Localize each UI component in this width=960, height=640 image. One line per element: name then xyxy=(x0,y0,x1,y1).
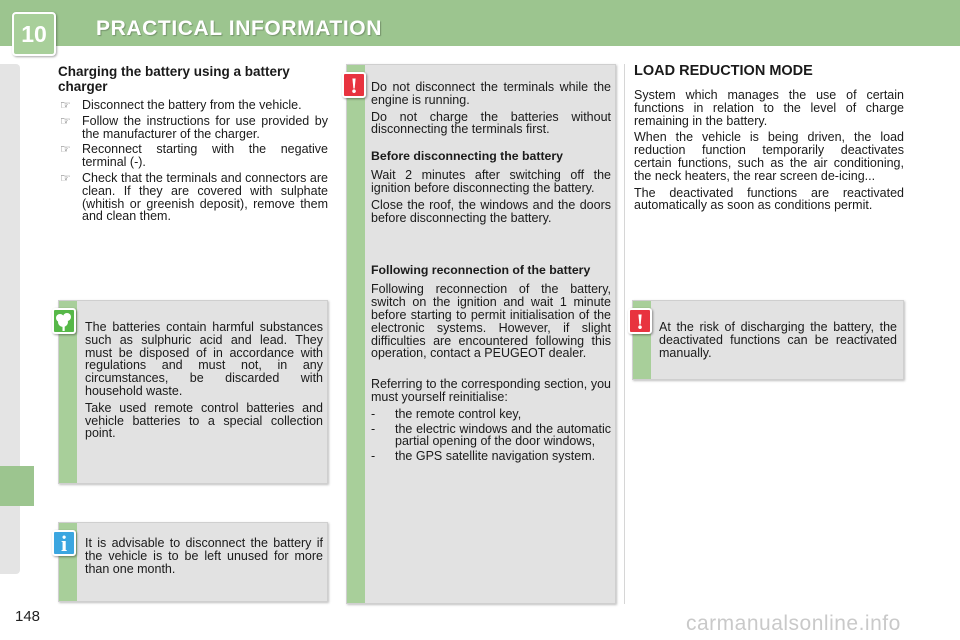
paragraph: Following reconnection of the battery, switch on the ignition and wait 1 minute before starting to permit initialisation of the electronic systems. However, if slight difficulties are encountered following this operation, contact a PEUGEOT dealer. xyxy=(371,282,611,361)
paragraph: The batteries contain harmful substances such as sulphuric acid and lead. They must be disposed of in accordance with regulations and must not, in any circumstances, be discarded with household waste. xyxy=(85,320,323,398)
info-icon: i xyxy=(52,530,76,556)
chapter-tab xyxy=(12,12,56,56)
paragraph: Do not charge the batteries without disconnecting the terminals first. xyxy=(371,109,611,137)
tree-icon xyxy=(52,308,76,334)
battery-warning-box xyxy=(346,64,616,604)
paragraph: Do not disconnect the terminals while the engine is running. xyxy=(371,80,611,107)
load-reduction-text xyxy=(634,89,904,212)
list-item-text: Disconnect the battery from the vehicle. xyxy=(82,98,302,112)
section-heading: Charging the battery using a battery charger xyxy=(58,64,290,94)
info-note-text: It is advisable to disconnect the battery if the vehicle is to be left unused for more than one month. xyxy=(85,536,323,576)
chapter-number: 10 xyxy=(21,21,47,47)
chapter-side-tab xyxy=(0,466,34,506)
battery-warning-text xyxy=(371,81,611,465)
watermark: carmanualsonline.info xyxy=(686,612,901,635)
list-item-text: the electric windows and the automatic partial opening of the door windows, xyxy=(395,421,611,449)
list-item-text: Check that the terminals and connectors are clean. If they are covered with sulphate (whitish or greenish deposit), remove them and clean them. xyxy=(82,170,328,224)
environment-note-text xyxy=(85,321,323,444)
box-stripe xyxy=(347,65,365,603)
list-item xyxy=(371,450,611,463)
page-number: 148 xyxy=(15,608,41,625)
list-item xyxy=(371,423,611,449)
paragraph: Take used remote control batteries and vehicle batteries to a special collection point. xyxy=(85,400,323,441)
list-item xyxy=(58,143,328,169)
paragraph: The deactivated functions are reactivated automatically as soon as conditions permit. xyxy=(634,185,904,213)
list-item xyxy=(58,172,328,223)
paragraph: Close the roof, the windows and the doors before disconnecting the battery. xyxy=(371,197,611,225)
pointing-hand-icon: ☞ xyxy=(60,142,71,157)
before-disconnecting-heading: Before disconnecting the battery xyxy=(371,149,564,164)
page-title: PRACTICAL INFORMATION xyxy=(96,17,382,40)
list-item xyxy=(371,408,611,421)
warning-icon: ! xyxy=(342,72,366,98)
dash-marker: - xyxy=(371,449,376,464)
list-item-text: the GPS satellite navigation system. xyxy=(395,449,596,464)
pointing-hand-icon: ☞ xyxy=(60,170,71,185)
paragraph: When the vehicle is being driven, the load reduction function temporarily deactivates certain functions, such as the air conditioning, the neck heaters, the rear screen de-icing... xyxy=(634,130,904,183)
charging-section xyxy=(58,64,328,226)
dash-marker: - xyxy=(371,406,376,421)
dash-marker: - xyxy=(371,421,376,436)
paragraph: System which manages the use of certain functions in relation to the level of charge remaining in the battery. xyxy=(634,88,904,128)
column-divider xyxy=(624,64,625,604)
info-note-box xyxy=(58,522,328,602)
section-heading: LOAD REDUCTION MODE xyxy=(634,63,813,79)
list-item-text: Reconnect starting with the negative terminal (-). xyxy=(82,142,328,170)
load-reduction-warning-box xyxy=(632,300,904,380)
list-item xyxy=(58,99,328,112)
paragraph: Wait 2 minutes after switching off the ignition before disconnecting the battery. xyxy=(371,168,611,195)
pointing-hand-icon: ☞ xyxy=(60,98,71,112)
paragraph: Referring to the corresponding section, you must yourself reinitialise: xyxy=(371,377,611,404)
pointing-hand-icon: ☞ xyxy=(60,113,71,128)
list-item-text: the remote control key, xyxy=(395,406,522,421)
warning-icon: ! xyxy=(628,308,652,334)
list-item xyxy=(58,115,328,141)
environment-note-box xyxy=(58,300,328,484)
load-reduction-section xyxy=(634,63,904,216)
load-warning-text: At the risk of discharging the battery, the deactivated functions can be reactivated manually. xyxy=(659,320,897,360)
list-item-text: Follow the instructions for use provided by the manufacturer of the charger. xyxy=(82,113,328,141)
following-reconnection-heading: Following reconnection of the battery xyxy=(371,263,591,278)
charging-steps-list xyxy=(58,99,328,223)
